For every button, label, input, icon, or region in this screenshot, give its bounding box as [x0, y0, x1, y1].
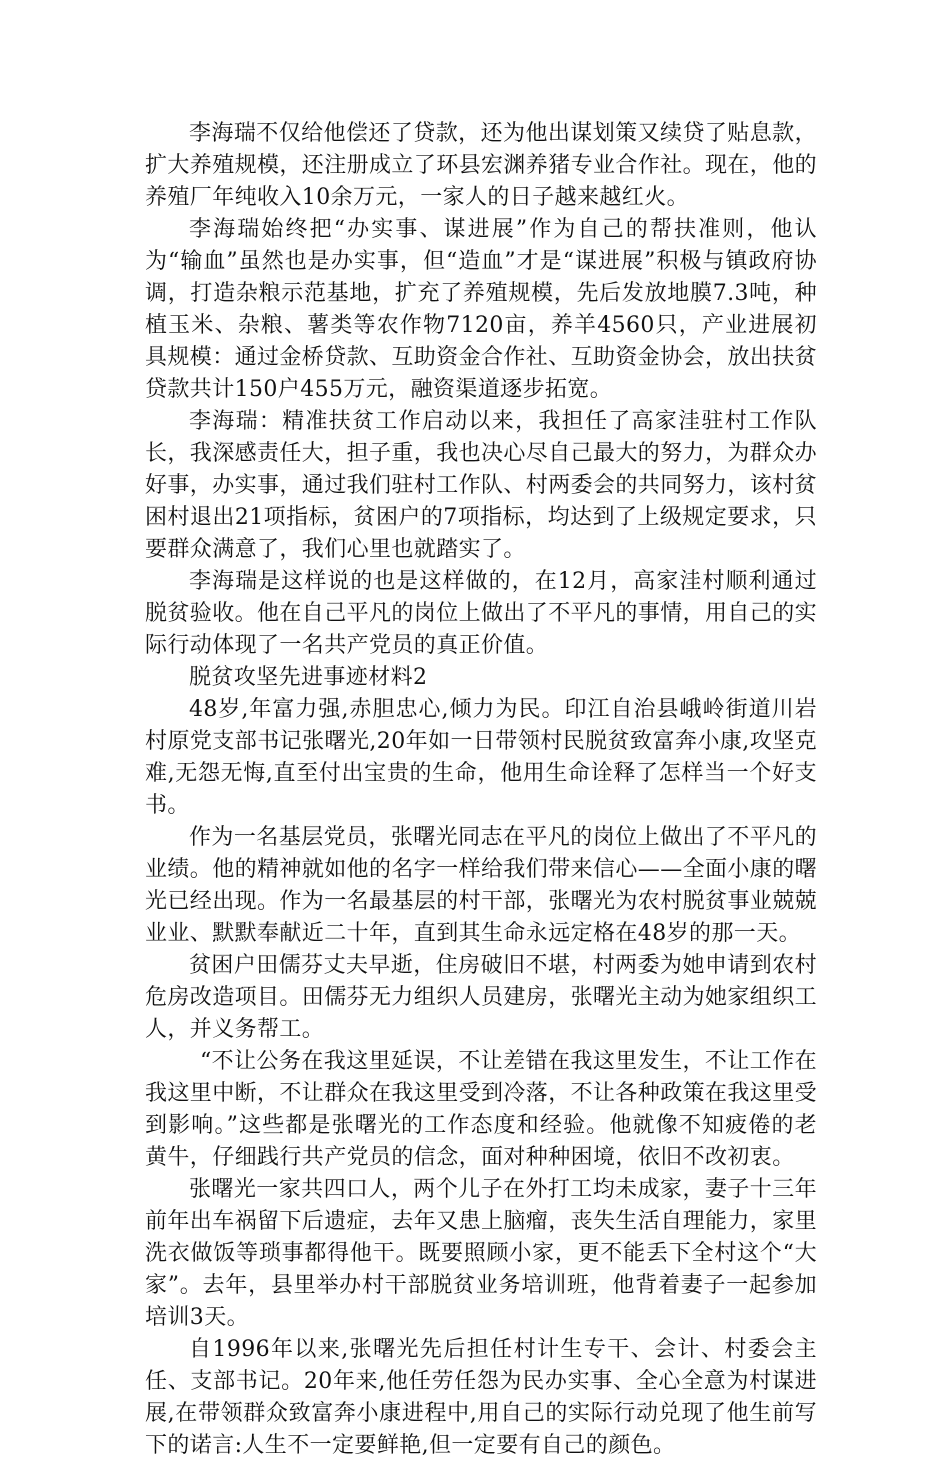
- paragraph-work-team-statement: 李海瑞：精准扶贫工作启动以来，我担任了高家洼驻村工作队长，我深感责任大，担子重，我也决心尽自己最大的努力，为群众办好事，办实事，通过我们驻村工作队、村两委会的共同努力，该村贫困村退出21项指标，贫困户的7项指标，均达到了上级规定要求，只要群众满意了，我们心里也就踏实了。: [145, 409, 818, 562]
- document-page: [145, 118, 817, 1462]
- paragraph-work-attitude-quote: “不让公务在我这里延误，不让差错在我这里发生，不让工作在我这里中断，不让群众在我这里受到冷落，不让各种政策在我这里受到影响。”这些都是张曙光的工作态度和经验。他就像不知疲倦的老黄牛，仔细践行共产党员的信念，面对种种困境，依旧不改初衷。: [145, 1049, 818, 1170]
- paragraph-poverty-exit: 李海瑞是这样说的也是这样做的，在12月，高家洼村顺利通过脱贫验收。他在自己平凡的岗位上做出了不平凡的事情，用自己的实际行动体现了一名共产党员的真正价值。: [145, 569, 818, 658]
- paragraph-intro-zhang: 48岁,年富力强,赤胆忠心,倾力为民。印江自治县峨岭街道川岩村原党支部书记张曙光,20年如一日带领村民脱贫致富奔小康,攻坚克难,无怨无悔,直至付出宝贵的生命，他用生命诠释了怎样当一个好支书。: [145, 697, 817, 818]
- paragraph-family-situation: 张曙光一家共四口人，两个儿子在外打工均未成家，妻子十三年前年出车祸留下后遗症，去年又患上脑瘤，丧失生活自理能力，家里洗衣做饭等琐事都得他干。既要照顾小家，更不能丢下全村这个“大家”。去年，县里举办村干部脱贫业务培训班，他背着妻子一起参加培训3天。: [145, 1177, 818, 1330]
- paragraph-loan-repayment: 李海瑞不仅给他偿还了贷款，还为他出谋划策又续贷了贴息款，扩大养殖规模，还注册成立了环县宏渊养猪专业合作社。现在，他的养殖厂年纯收入10余万元，一家人的日子越来越红火。: [145, 121, 818, 210]
- paragraph-grassroots-member: 作为一名基层党员，张曙光同志在平凡的岗位上做出了不平凡的业绩。他的精神就如他的名字一样给我们带来信心——全面小康的曙光已经出现。作为一名最基层的村干部，张曙光为农村脱贫事业兢兢业业、默默奉献近二十年，直到其生命永远定格在48岁的那一天。: [145, 825, 818, 946]
- paragraph-housing-help: 贫困户田儒芬丈夫早逝，住房破旧不堪，村两委为她申请到农村危房改造项目。田儒芬无力组织人员建房，张曙光主动为她家组织工人，并义务帮工。: [145, 953, 818, 1042]
- paragraph-career-since-1996: 自1996年以来,张曙光先后担任村计生专干、会计、村委会主任、支部书记。20年来,他任劳任怨为民办实事、全心全意为村谋进展,在带领群众致富奔小康进程中,用自己的实际行动兑现了他生前写下的诺言:人生不一定要鲜艳,但一定要有自己的颜色。: [145, 1337, 817, 1458]
- section-heading: 脱贫攻坚先进事迹材料2: [189, 665, 428, 690]
- paragraph-assistance-principle: 李海瑞始终把“办实事、谋进展”作为自己的帮扶准则，他认为“输血”虽然也是办实事，但“造血”才是“谋进展”积极与镇政府协调，打造杂粮示范基地，扩充了养殖规模，先后发放地膜7.3吨，种植玉米、杂粮、薯类等农作物7120亩，养羊4560只，产业进展初具规模：通过金桥贷款、互助资金合作社、互助资金协会，放出扶贫贷款共计150户455万元，融资渠道逐步拓宽。: [145, 217, 818, 402]
